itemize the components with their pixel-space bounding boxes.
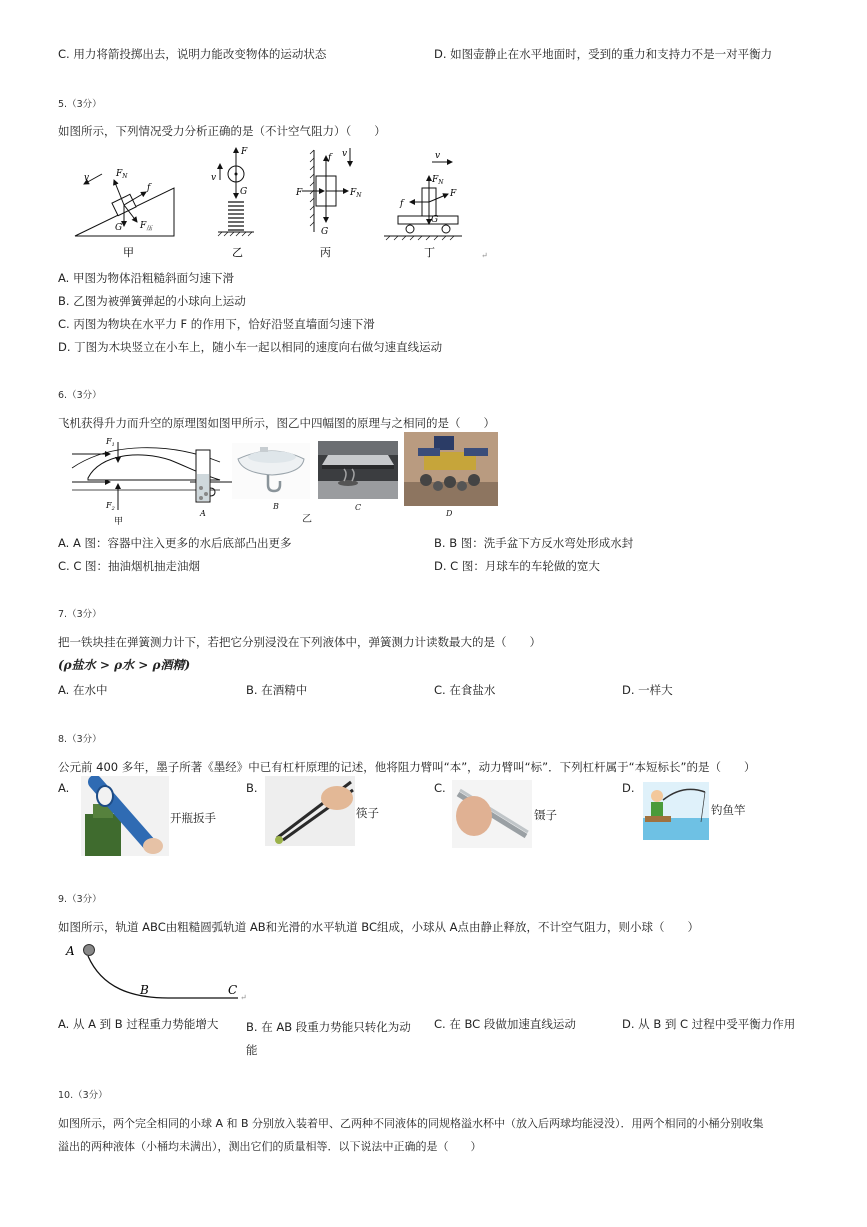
q7-option-a: A. 在水中 [58, 683, 108, 697]
q6-option-a: A. A 图：容器中注入更多的水后底部凸出更多 [58, 536, 292, 550]
svg-text:FN: $F_N$ [116, 169, 128, 180]
svg-text:G: G [240, 187, 248, 197]
question-10-stem-line1: 如图所示，两个完全相同的小球 A 和 B 分别放入装着甲、乙两种不同液体的同规格溢水杯中（放入后两球均能浸没）．用两个相同的小桶分别收集 [58, 1117, 764, 1130]
option-d-prev: D. 如图壶静止在水平地面时，受到的重力和支持力不是一对平衡力 [434, 47, 773, 61]
q7-option-c: C. 在食盐水 [434, 683, 496, 697]
question-8-stem: 公元前 400 多年，墨子所著《墨经》中已有杠杆原理的记述，他将阻力臂叫“本”，动力臂叫“标”．下列杠杆属于“本短标长”的是（ ） [58, 760, 756, 774]
question-7-header: 7.（3分） [58, 609, 102, 620]
q8-option-b-letter: B. [246, 781, 258, 795]
figure-jia [75, 169, 174, 259]
q5-option-c: C. 丙图为物块在水平力 F 的作用下，恰好沿竖直墙面匀速下滑 [58, 317, 375, 331]
svg-text:G: G [115, 223, 123, 233]
svg-text:丙: 丙 [320, 246, 331, 259]
bottle-opener-image [81, 776, 169, 856]
question-6-header: 6.（3分） [58, 390, 102, 401]
tweezers-image [452, 780, 532, 848]
svg-text:↵: ↵ [240, 993, 247, 1002]
q9-option-d: D. 从 B 到 C 过程中受平衡力作用 [622, 1017, 796, 1031]
svg-text:甲: 甲 [114, 517, 124, 527]
q8-option-d-caption: 钓鱼竿 [711, 803, 746, 817]
q5-option-d: D. 丁图为木块竖立在小车上，随小车一起以相同的速度向右做匀速直线运动 [58, 340, 443, 354]
question-10-header: 10.（3分） [58, 1090, 108, 1101]
label-b: B [273, 502, 279, 511]
sink-image [232, 443, 310, 499]
label-c: C [355, 503, 362, 512]
range-hood-image [318, 441, 398, 499]
q8-option-a-caption: 开瓶扳手 [170, 811, 216, 825]
q5-option-b: B. 乙图为被弹簧弹起的小球向上运动 [58, 294, 246, 308]
q9-option-c: C. 在 BC 段做加速直线运动 [434, 1017, 576, 1031]
question-5-header: 5.（3分） [58, 99, 102, 110]
svg-text:FN: $F_N$ [350, 188, 362, 199]
track-label-a: A [66, 944, 75, 958]
question-6-stem: 飞机获得升力而升空的原理图如图甲所示，图乙中四幅图的原理与之相同的是（ ） [58, 416, 495, 430]
svg-text:v: v [84, 173, 90, 183]
question-10-stem-line2: 溢出的两种液体（小桶均未满出），测出它们的质量相等．以下说法中正确的是（ ） [58, 1140, 482, 1153]
svg-text:丁: 丁 [424, 246, 435, 259]
svg-text:F: F [296, 188, 303, 198]
svg-text:f: f [328, 153, 332, 163]
q6-option-c: C. C 图：抽油烟机抽走油烟 [58, 559, 201, 573]
q8-option-c-letter: C. [434, 781, 446, 795]
figure-ding [384, 151, 488, 260]
svg-text:G: G [431, 215, 439, 225]
q8-option-d-letter: D. [622, 781, 635, 795]
svg-text:F1: $F_1$ [106, 437, 115, 448]
svg-text:FN: $F_N$ [432, 175, 444, 186]
q9-track-diagram [62, 938, 262, 1004]
svg-text:F: F [450, 189, 457, 199]
svg-text:乙: 乙 [232, 246, 243, 259]
option-c-prev: C. 用力将箭投掷出去，说明力能改变物体的运动状态 [58, 47, 327, 61]
svg-text:v: v [435, 151, 441, 161]
q5-force-diagrams [70, 140, 495, 262]
q7-option-b: B. 在酒精中 [246, 683, 308, 697]
lunar-rover-image [404, 432, 498, 506]
figure-bing [295, 148, 362, 259]
figure-airfoil [72, 437, 238, 527]
q8-option-c-caption: 镊子 [534, 808, 557, 822]
svg-text:F: F [241, 147, 248, 157]
fishing-rod-image [643, 782, 709, 840]
track-label-c: C [228, 983, 238, 997]
svg-text:G: G [321, 227, 329, 237]
track-label-b: B [140, 983, 149, 997]
svg-text:f: f [400, 199, 404, 209]
svg-text:v: v [211, 173, 217, 183]
chopsticks-image [265, 776, 355, 846]
svg-text:↵: ↵ [481, 251, 488, 260]
question-7-stem: 把一铁块挂在弹簧测力计下，若把它分别浸没在下列液体中，弹簧测力计读数最大的是（ ） [58, 635, 541, 649]
q6-option-d: D. C 图：月球车的车轮做的宽大 [434, 559, 600, 573]
q8-option-b-caption: 筷子 [356, 806, 379, 820]
q6-option-b: B. B 图：洗手盆下方反水弯处形成水封 [434, 536, 634, 550]
q5-option-a: A. 甲图为物体沿粗糙斜面匀速下滑 [58, 271, 234, 285]
density-formula: (ρ盐水 > ρ水 > ρ酒精) [58, 658, 191, 672]
question-8-header: 8.（3分） [58, 734, 102, 745]
svg-text:F压: $F_压$ [140, 221, 153, 232]
figure-a-container [196, 450, 215, 518]
question-9-header: 9.（3分） [58, 894, 102, 905]
svg-text:v: v [342, 149, 348, 159]
svg-text:A: A [200, 509, 206, 518]
q9-option-b: B. 在 AB 段重力势能只转化为动能 [246, 1020, 411, 1057]
label-d: D [446, 509, 453, 518]
svg-text:甲: 甲 [123, 246, 134, 259]
label-yi: 乙 [302, 514, 312, 525]
q9-option-a: A. 从 A 到 B 过程重力势能增大 [58, 1017, 219, 1031]
q8-option-a-letter: A. [58, 781, 70, 795]
question-5-stem: 如图所示，下列情况受力分析正确的是（不计空气阻力）（ ） [58, 124, 386, 138]
question-9-stem: 如图所示，轨道 ABC由粗糙圆弧轨道 AB和光滑的水平轨道 BC组成，小球从 A点由静止释放，不计空气阻力，则小球（ ） [58, 920, 700, 934]
figure-yi [211, 147, 254, 259]
svg-text:F2: $F_2$ [106, 501, 115, 512]
svg-text:f: f [147, 183, 151, 193]
q7-option-d: D. 一样大 [622, 683, 673, 697]
